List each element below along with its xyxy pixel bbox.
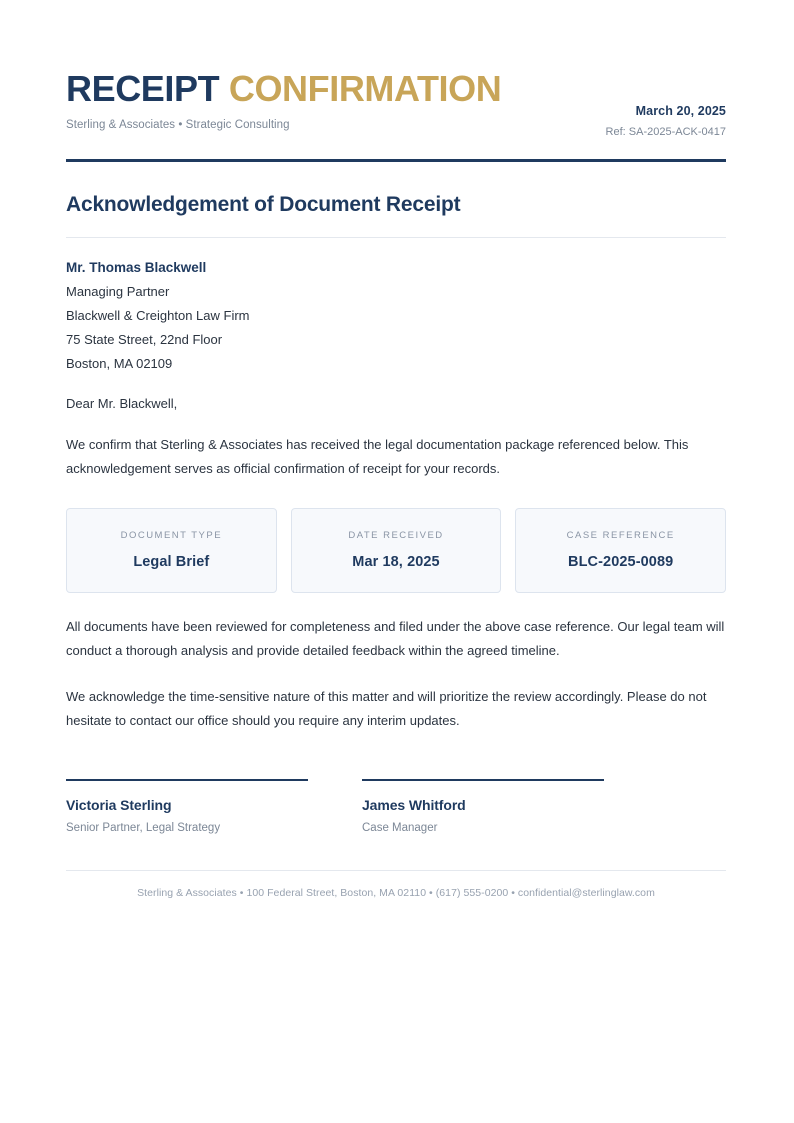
- salutation: Dear Mr. Blackwell,: [66, 396, 178, 411]
- recipient-organization: Blackwell & Creighton Law Firm: [66, 308, 250, 323]
- signatory-name: Victoria Sterling: [66, 797, 172, 814]
- document-reference: Ref: SA-2025-ACK-0417: [605, 126, 726, 138]
- footer-contact-line: Sterling & Associates • 100 Federal Street, Boston, MA 02110 • (617) 555-0200 • confidential@sterlinglaw.com: [137, 887, 655, 900]
- signatory-role: Case Manager: [362, 822, 438, 835]
- signature-line: [362, 779, 604, 781]
- recipient-city-state-zip: Boston, MA 02109: [66, 356, 173, 371]
- body-paragraph-2: All documents have been reviewed for completeness and filed under the above case reference. Our legal team will conduct a thorough analysis and provide detailed feedback within the agreed timeline.: [66, 619, 725, 659]
- signature-block: [66, 779, 726, 834]
- signatory-role: Senior Partner, Legal Strategy: [66, 822, 221, 835]
- brand-block: [66, 66, 501, 131]
- company-tagline: Sterling & Associates • Strategic Consulting: [66, 119, 290, 132]
- footer-divider: [66, 870, 726, 871]
- letterhead: [66, 66, 726, 138]
- header-divider: [66, 159, 726, 162]
- section-title: Acknowledgement of Document Receipt: [66, 193, 461, 216]
- info-card-label: DOCUMENT TYPE: [120, 530, 223, 542]
- signature-column-secondary: [362, 779, 604, 834]
- recipient-street: 75 State Street, 22nd Floor: [66, 332, 223, 347]
- page-title: [66, 70, 501, 107]
- signature-column-primary: [66, 779, 308, 834]
- info-card-document-type: [66, 508, 277, 593]
- page-title-accent: CONFIRMATION: [228, 68, 502, 109]
- info-card-label: DATE RECEIVED: [348, 530, 444, 542]
- info-card-case-reference: [515, 508, 726, 593]
- info-card-label: CASE REFERENCE: [566, 530, 675, 542]
- info-card-value: Mar 18, 2025: [352, 554, 440, 571]
- page-title-primary: RECEIPT: [66, 68, 220, 109]
- document-meta: [606, 66, 726, 138]
- info-card-group: [66, 508, 726, 593]
- document-date: March 20, 2025: [635, 104, 726, 118]
- signature-line: [66, 779, 308, 781]
- body-paragraph-1: We confirm that Sterling & Associates has received the legal documentation package referenced below. This acknowledgement serves as official confirmation of receipt for your records.: [66, 437, 689, 477]
- recipient-name: Mr. Thomas Blackwell: [66, 260, 207, 275]
- signatory-name: James Whitford: [362, 797, 466, 814]
- body-paragraph-3: We acknowledge the time-sensitive nature of this matter and will prioritize the review accordingly. Please do not hesitate to contact our office should you require any interim updates.: [66, 689, 707, 729]
- info-card-value: BLC-2025-0089: [568, 554, 674, 571]
- info-card-date-received: [291, 508, 502, 593]
- recipient-block: [66, 260, 726, 370]
- info-card-value: Legal Brief: [133, 554, 210, 571]
- section-title-divider: [66, 237, 726, 238]
- recipient-title: Managing Partner: [66, 284, 170, 299]
